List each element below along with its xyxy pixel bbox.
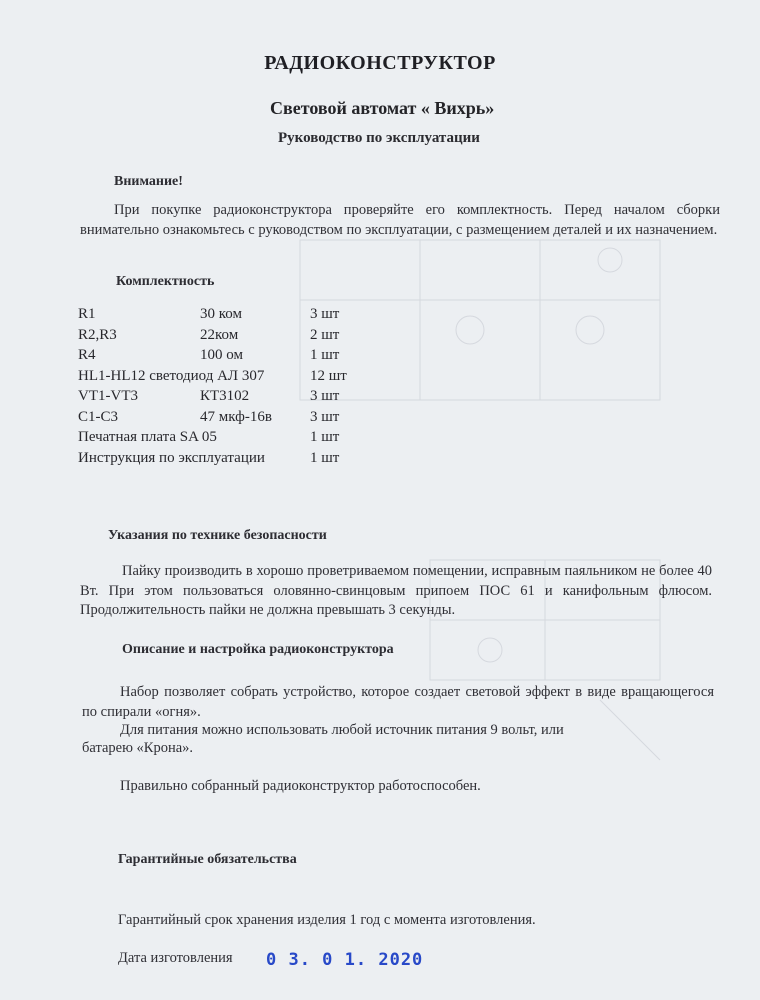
kit-item-qty: 1 шт bbox=[310, 429, 340, 445]
kit-item-name: VT1-VT3 bbox=[78, 388, 138, 404]
kit-row bbox=[78, 327, 347, 348]
description-paragraph-2-line-1: Для питания можно использовать любой источник питания 9 вольт, или bbox=[120, 722, 564, 738]
kit-row bbox=[78, 409, 347, 430]
manufacture-date-stamp: 0 3. 0 1. 2020 bbox=[266, 950, 424, 970]
safety-heading: Указания по технике безопасности bbox=[108, 528, 327, 543]
warranty-heading: Гарантийные обязательства bbox=[118, 852, 297, 867]
kit-item-value: 47 мкф-16в bbox=[200, 408, 272, 425]
kit-row bbox=[78, 368, 347, 389]
kit-item-value: 22ком bbox=[200, 326, 239, 343]
kit-item-qty: 1 шт bbox=[310, 449, 340, 466]
kit-item-name: R2,R3 bbox=[78, 326, 117, 343]
kit-row bbox=[78, 388, 347, 409]
attention-heading: Внимание! bbox=[114, 174, 183, 189]
kit-table bbox=[78, 306, 347, 470]
kit-item-name: R1 bbox=[78, 306, 96, 322]
attention-paragraph: При покупке радиоконструктора проверяйте его комплектность. Перед началом сборки внимательно ознакомьтесь с руководством по эксплуатации, с размещением деталей и их назначением. bbox=[80, 202, 720, 238]
kit-item-qty: 1 шт bbox=[310, 347, 340, 363]
kit-item-qty: 3 шт bbox=[310, 306, 340, 322]
kit-row bbox=[78, 306, 347, 327]
kit-item-value: 100 ом bbox=[200, 347, 243, 363]
kit-item-value: КТ3102 bbox=[200, 388, 250, 404]
description-paragraph-2-line-2: батарею «Крона». bbox=[82, 740, 194, 756]
kit-heading: Комплектность bbox=[116, 274, 215, 289]
safety-paragraph: Пайку производить в хорошо проветриваемом помещении, исправным паяльником не более 40 Вт. При этом пользоваться оловянно-свинцовым припоем ПОС 61 и канифольным флюсом. Продолжительность пайки не должна превышать 3 секунды. bbox=[80, 563, 712, 618]
kit-item-name: Инструкция по эксплуатации bbox=[78, 449, 265, 466]
page-title: РАДИОКОНСТРУКТОР bbox=[264, 52, 496, 74]
kit-item-value: 30 ком bbox=[200, 306, 242, 322]
kit-item-name: С1-С3 bbox=[78, 408, 119, 425]
kit-row bbox=[78, 429, 347, 450]
kit-row bbox=[78, 450, 347, 471]
description-paragraph-3: Правильно собранный радиоконструктор работоспособен. bbox=[120, 778, 481, 794]
kit-item-name: R4 bbox=[78, 347, 96, 363]
manufacture-date-label: Дата изготовления bbox=[118, 950, 233, 966]
description-heading: Описание и настройка радиоконструктора bbox=[122, 642, 394, 657]
description-paragraph-1: Набор позволяет собрать устройство, которое создает световой эффект в виде вращающегося по спирали «огня». bbox=[82, 684, 714, 720]
warranty-text: Гарантийный срок хранения изделия 1 год с момента изготовления. bbox=[118, 912, 536, 928]
kit-item-qty: 3 шт bbox=[310, 388, 340, 404]
product-subtitle: Световой автомат « Вихрь» bbox=[270, 98, 495, 118]
kit-item-qty: 2 шт bbox=[310, 326, 340, 343]
kit-item-qty: 3 шт bbox=[310, 408, 340, 425]
kit-item-name: Печатная плата SA 05 bbox=[78, 429, 217, 445]
manual-subtitle: Руководство по эксплуатации bbox=[278, 130, 480, 146]
kit-item-name: HL1-HL12 светодиод АЛ 307 bbox=[78, 367, 265, 384]
kit-item-qty: 12 шт bbox=[310, 367, 347, 384]
kit-row bbox=[78, 347, 347, 368]
